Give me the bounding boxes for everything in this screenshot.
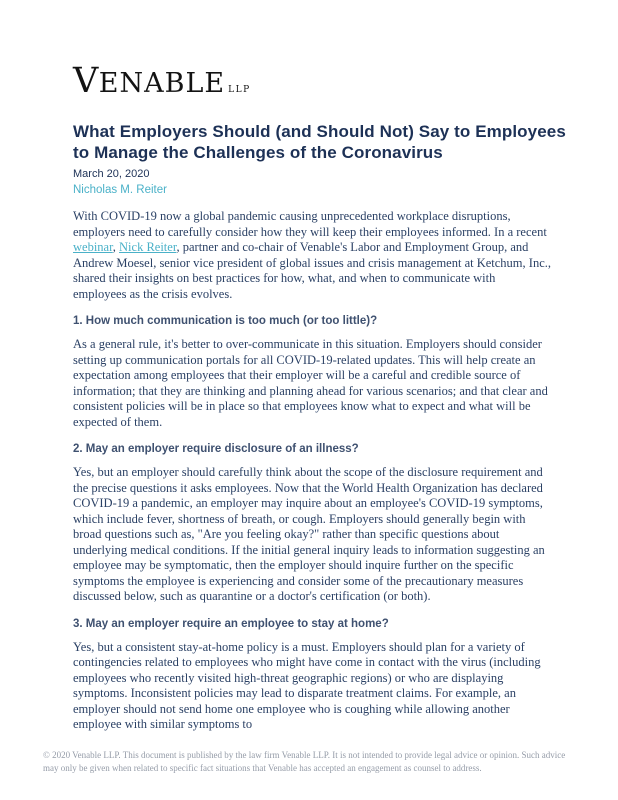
footer-disclaimer: © 2020 Venable LLP. This document is published by the law firm Venable LLP. It is not intended to provide legal advice or opinion. Such advice may only be given when related to specific fact situations that Venable has accepted an engagement as counsel to address. [43, 750, 566, 773]
section-heading-3: 3. May an employer require an employee to stay at home? [73, 617, 389, 630]
nick-reiter-link[interactable]: Nick Reiter [119, 240, 177, 254]
article-date: March 20, 2020 [73, 168, 150, 180]
intro-paragraph [73, 209, 551, 302]
logo-llp-suffix: LLP [228, 85, 251, 95]
intro-text-1: With COVID-19 now a global pandemic causing unprecedented workplace disruptions, employers need to carefully consider how they will keep their employees informed. In a recent [73, 209, 547, 239]
article-title: What Employers Should (and Should Not) Say to Employees to Manage the Challenges of the Coronavirus [73, 122, 566, 162]
webinar-link[interactable]: webinar [73, 240, 113, 254]
section-body-1: As a general rule, it's better to over-communicate in this situation. Employers should consider setting up communication portals for all COVID-19-related updates. This will help create an expectation among employees that their employer will be a careful and credible source of information; that they are thinking and planning ahead for various scenarios; and that clear and consistent policies will be in place so that employees know what to expect and what will be expected of them. [73, 337, 548, 429]
venable-logo [73, 61, 573, 101]
logo-wordmark: ENABLE [98, 68, 226, 99]
section-body-3: Yes, but a consistent stay-at-home policy is a must. Employers should plan for a variety of contingencies related to employees who might have come in contact with the virus (including employees who recently visited high-threat geographic regions) or who are displaying symptoms. Inconsistent policies may lead to disparate treatment claims. For example, an employer should not send home one employee who is coughing while allowing another employee with similar symptoms to [73, 639, 541, 731]
section-body-2: Yes, but an employer should carefully think about the scope of the disclosure requirement and the precise questions it asks employees. Now that the World Health Organization has declared COVID-19 a pandemic, an employer may inquire about an employee's COVID-19 symptoms, which include fever, shortness of breath, or cough. Employers should generally begin with broad questions such as, "Are you feeling okay?" rather than specific questions about underlying medical conditions. If the initial general inquiry leads to information suggesting an employee may be symptomatic, then the employer should inquire further on the specific symptoms the employee is experiencing and consider some of the precautionary measures discussed below, such as quarantine or a doctor's certification (or both). [73, 465, 545, 603]
section-heading-1: 1. How much communication is too much (or too little)? [73, 315, 378, 327]
author-link[interactable]: Nicholas M. Reiter [73, 184, 167, 196]
section-heading-2: 2. May an employer require disclosure of an illness? [73, 443, 359, 455]
logo-initial-letter: V [73, 61, 99, 101]
intro-text-2: , [112, 240, 120, 254]
intro-text-3: , partner and co-chair of Venable's Labor and Employment Group, and Andrew Moesel, senior vice president of global issues and crisis management at Ketchum, Inc., shared their insights on best practices for how, what, and when to communicate with employees as the crisis evolves. [73, 240, 551, 301]
